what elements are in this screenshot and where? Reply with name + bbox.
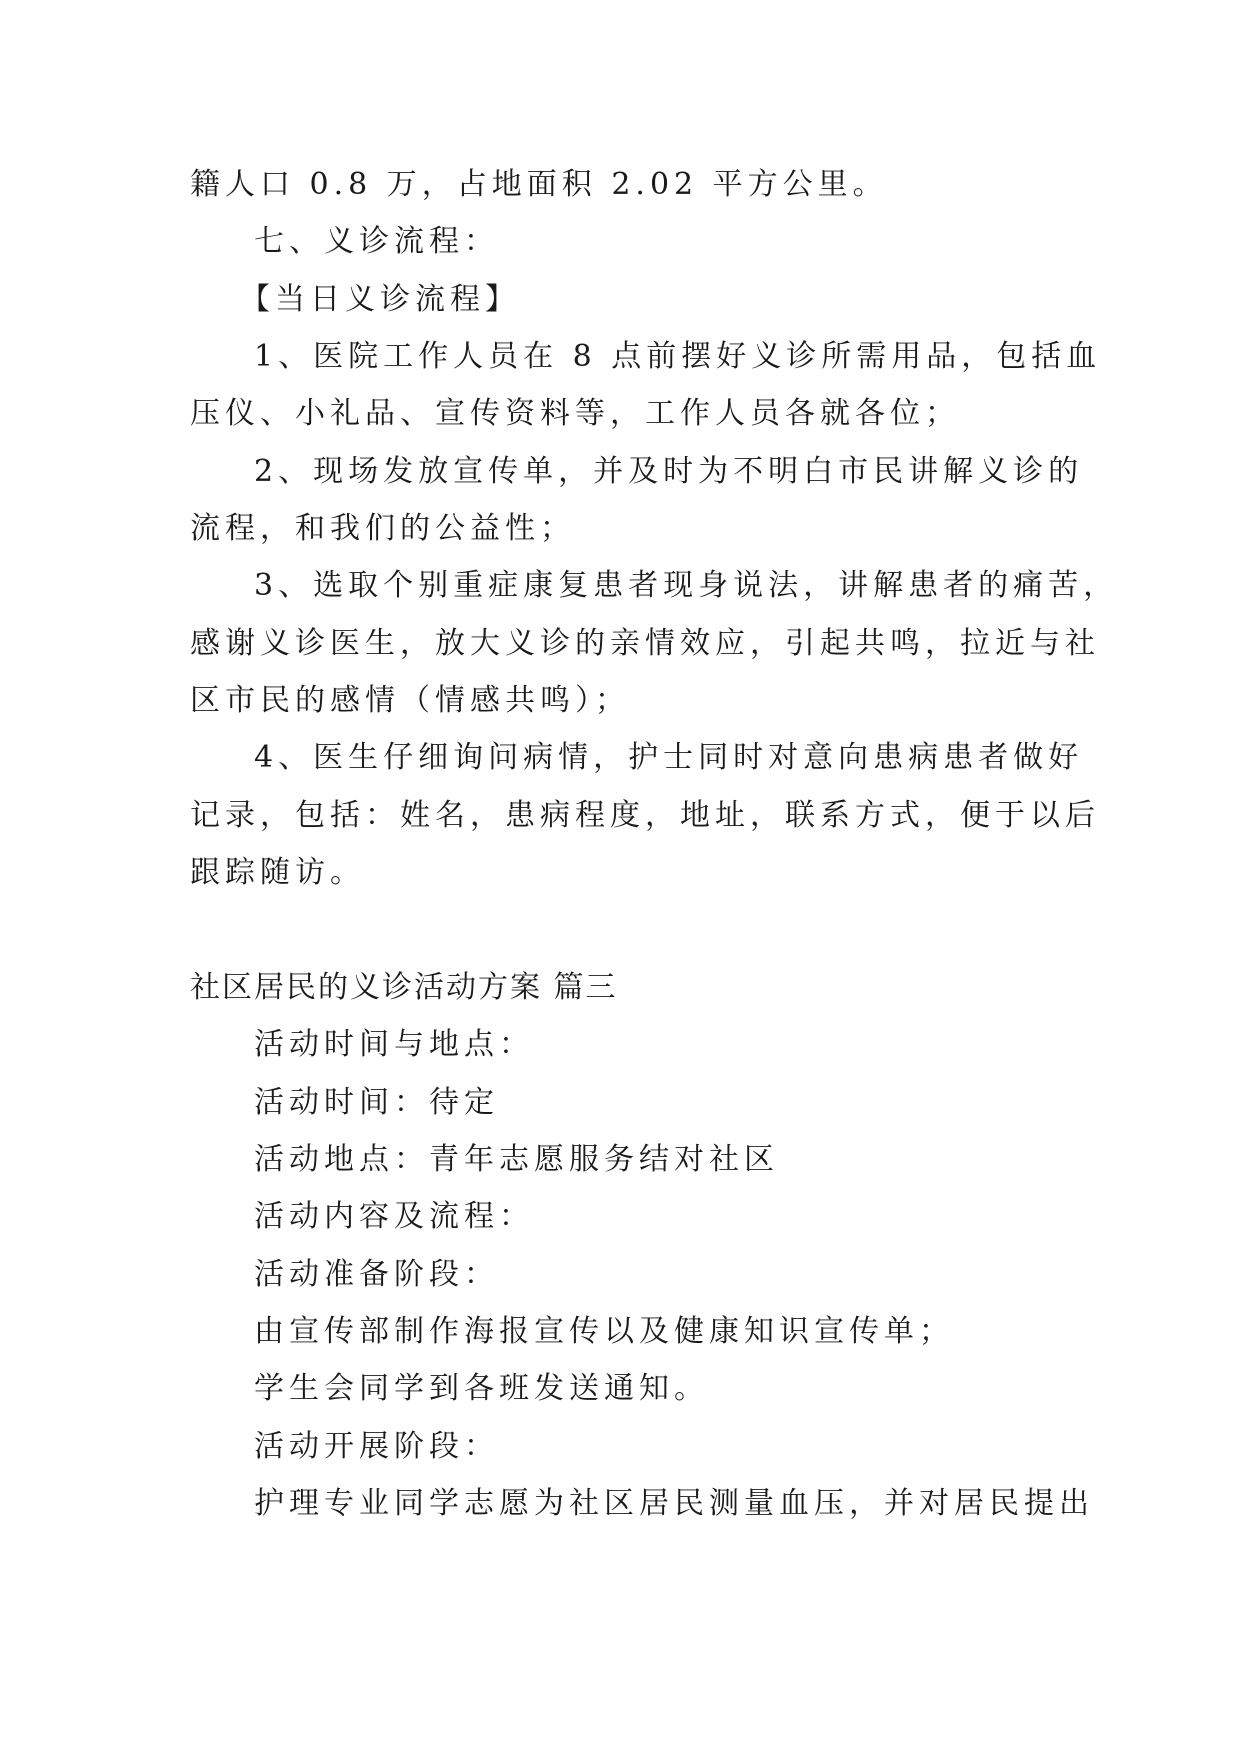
- paragraph-line: 活动地点：青年志愿服务结对社区: [254, 1142, 779, 1177]
- paragraph-line: 2、现场发放宣传单，并及时为不明白市民讲解义诊的: [254, 454, 1084, 489]
- paragraph-line: 流程，和我们的公益性；: [190, 511, 575, 546]
- paragraph-line: 籍人口 0.8 万，占地面积 2.02 平方公里。: [190, 167, 888, 202]
- paragraph-line: 活动时间与地点：: [254, 1027, 534, 1062]
- paragraph-line: 3、选取个别重症康复患者现身说法，讲解患者的痛苦，: [254, 568, 1119, 603]
- paragraph-line: 由宣传部制作海报宣传以及健康知识宣传单；: [254, 1314, 954, 1349]
- paragraph-line: 活动准备阶段：: [254, 1257, 499, 1292]
- paragraph-line: 记录，包括：姓名，患病程度，地址，联系方式，便于以后: [190, 798, 1100, 833]
- paragraph-line: 感谢义诊医生，放大义诊的亲情效应，引起共鸣，拉近与社: [190, 626, 1100, 661]
- paragraph-line: 区市民的感情（情感共鸣）；: [190, 683, 630, 718]
- paragraph-line: 护理专业同学志愿为社区居民测量血压，并对居民提出: [254, 1486, 1094, 1521]
- paragraph-line: 活动开展阶段：: [254, 1429, 499, 1464]
- section-heading: 七、义诊流程：: [254, 224, 499, 259]
- paragraph-line: 活动内容及流程：: [254, 1199, 534, 1234]
- paragraph-line: 学生会同学到各班发送通知。: [254, 1371, 709, 1406]
- paragraph-line: 1、医院工作人员在 8 点前摆好义诊所需用品，包括血: [254, 339, 1102, 374]
- section-title: 社区居民的义诊活动方案 篇三: [190, 970, 618, 1005]
- paragraph-line: 4、医生仔细询问病情，护士同时对意向患病患者做好: [254, 740, 1084, 775]
- paragraph-line: 压仪、小礼品、宣传资料等，工作人员各就各位；: [190, 396, 960, 431]
- paragraph-line: 跟踪随访。: [190, 855, 365, 890]
- subheading: 【当日义诊流程】: [240, 282, 520, 317]
- paragraph-line: 活动时间：待定: [254, 1085, 499, 1120]
